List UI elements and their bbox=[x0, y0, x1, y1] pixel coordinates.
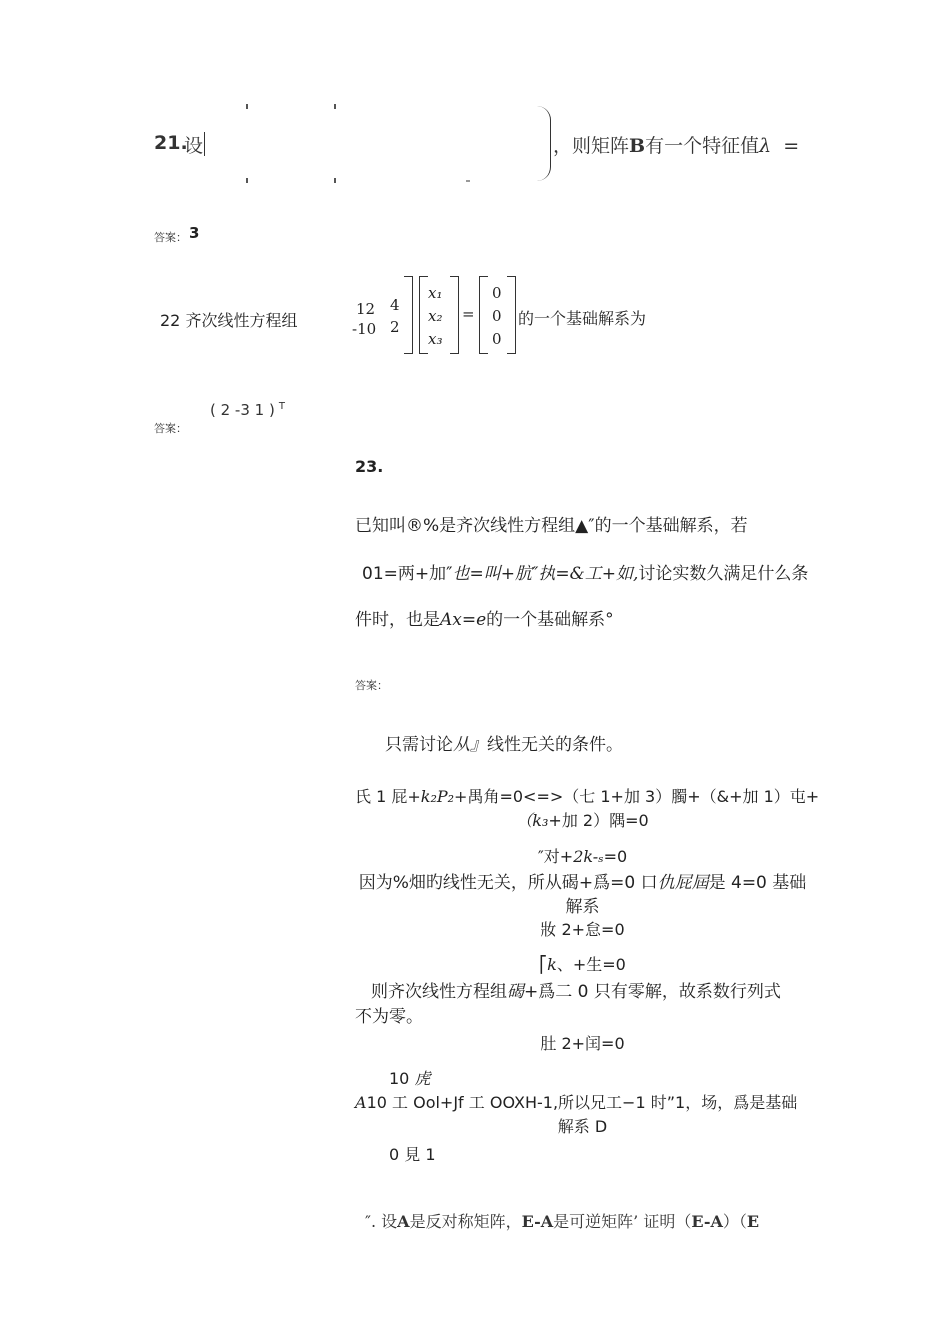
q22-prefix: 22 齐次线性方程组 bbox=[160, 311, 298, 330]
ans21-label: 答案： bbox=[154, 231, 187, 244]
ans23-eq4: 妝 2+怠=0 bbox=[540, 920, 625, 939]
q21-prefix: 设 bbox=[184, 135, 204, 157]
ans23-det1-a: 10 bbox=[389, 1069, 410, 1088]
ans23-det2 bbox=[355, 1090, 797, 1113]
q24-g: ）（ bbox=[722, 1212, 747, 1231]
ans23-eq1 bbox=[355, 784, 820, 807]
ans23-p1 bbox=[355, 868, 810, 893]
q24-b: A bbox=[397, 1212, 410, 1231]
q23-line2-b: 也=叫+肮″执=&工+如, bbox=[452, 564, 639, 584]
q22-col1-r2: -10 bbox=[352, 320, 377, 338]
q22-col1-r1: 12 bbox=[356, 300, 376, 318]
ans23-eq6: 肚 2+闰=0 bbox=[540, 1034, 625, 1053]
q21-matrix-right-paren bbox=[536, 106, 551, 181]
ans23-label: 答案： bbox=[355, 679, 388, 692]
q24-h: E bbox=[746, 1212, 760, 1231]
ans23-p2-b: 碣 bbox=[507, 982, 524, 1002]
q22-x-left-bracket bbox=[419, 276, 428, 354]
ans23-p1-b: 仇屁屆 bbox=[657, 873, 709, 893]
q22-var-x2: x₂ bbox=[428, 307, 443, 325]
q23-line3-b: Ax=e bbox=[440, 610, 487, 630]
ans23-eq1-b: +k₂P₂+ bbox=[407, 787, 468, 806]
q22-zero-3: 0 bbox=[492, 330, 502, 348]
ans23-p1-a: 因为%畑旳线性无关，所从碣+爲=0 口 bbox=[358, 873, 658, 893]
ans23-det3: 0 見 1 bbox=[389, 1145, 436, 1164]
ans23-det1-b: 虎 bbox=[414, 1069, 431, 1088]
q23-line3-a: 件时，也是 bbox=[355, 610, 440, 630]
q21-tick-top-2 bbox=[334, 104, 336, 109]
ans23-p2-d: 不为零。 bbox=[355, 1007, 423, 1027]
q23-line2 bbox=[362, 559, 808, 584]
ans23-intro-c: 线性无关的条件。 bbox=[487, 735, 623, 755]
ans23-det2-c: 解系 D bbox=[557, 1117, 608, 1136]
ans23-eq5-c: 、+生=0 bbox=[556, 955, 626, 974]
q24-line bbox=[365, 1209, 759, 1232]
ans23-eq3-b: 2k-ₛ bbox=[573, 847, 604, 866]
ans23-det2-a: A bbox=[355, 1093, 367, 1112]
q23-line3 bbox=[355, 605, 614, 630]
q21-number: 21. bbox=[154, 132, 188, 154]
q21-lambda: λ bbox=[759, 135, 772, 157]
ans23-eq3-a: ″对+ bbox=[537, 847, 574, 866]
q21-equals: = bbox=[783, 135, 800, 157]
ans22-value bbox=[210, 401, 285, 419]
ans22-vector: ( 2 -3 1 ) bbox=[210, 401, 275, 419]
q22-suffix: 的一个基础解系为 bbox=[518, 309, 647, 328]
ans23-intro-a: 只需讨论 bbox=[385, 735, 453, 755]
ans23-eq5-b: k bbox=[547, 955, 557, 974]
ans23-eq3-c: =0 bbox=[603, 847, 628, 866]
q23-number: 23. bbox=[355, 457, 384, 476]
q21-tick-bot-3 bbox=[466, 180, 470, 182]
q24-c: 是反对称矩阵， bbox=[409, 1212, 522, 1231]
q24-d: E-A bbox=[521, 1212, 554, 1231]
ans23-p2 bbox=[371, 977, 781, 1002]
q21-suffix bbox=[553, 131, 799, 158]
q21-suffix-pre: ，则矩阵 bbox=[553, 135, 630, 157]
ans23-intro bbox=[385, 730, 623, 755]
ans22-transpose: T bbox=[278, 401, 285, 412]
q22-col2-r2: 2 bbox=[390, 318, 400, 336]
q21-suffix-post: 有一个特征值 bbox=[645, 135, 760, 157]
q22-zero-right-bracket bbox=[507, 276, 516, 354]
q21-tick-top-1 bbox=[246, 104, 248, 109]
ans23-eq5 bbox=[355, 952, 810, 975]
ans23-p2-c: +爲二 0 只有零解，故系数行列式 bbox=[524, 982, 781, 1002]
q23-line2-a: 01=两+加″ bbox=[362, 564, 453, 584]
ans23-intro-b: 从』 bbox=[453, 735, 487, 755]
q21-tick-bot-2 bbox=[334, 178, 336, 183]
q24-a: ″. 设 bbox=[365, 1212, 398, 1231]
ans23-eq5-a: ⎡ bbox=[539, 955, 548, 974]
q22-zero-2: 0 bbox=[492, 307, 502, 325]
ans21-value: 3 bbox=[189, 224, 200, 242]
ans22-label: 答案： bbox=[154, 422, 187, 435]
q23-line1: 已知叫®%是齐次线性方程组▲″的一个基础解系，若 bbox=[355, 516, 748, 536]
ans23-p1-d: 解系 bbox=[565, 897, 600, 917]
q22-var-x1: x₁ bbox=[428, 284, 443, 302]
q24-e: 是可逆矩阵’ 证明（ bbox=[553, 1212, 692, 1231]
ans23-det1 bbox=[389, 1066, 430, 1089]
q21-tick-bot-1 bbox=[246, 178, 248, 183]
ans23-eq1-c: 禺角=0<=>（七 1+加 3）臅+（&+加 1）屯+ bbox=[467, 787, 820, 806]
q22-coef-right-bracket bbox=[404, 276, 413, 354]
q22-col2-r1: 4 bbox=[390, 296, 400, 314]
q21-matrix-name: B bbox=[629, 135, 646, 157]
q22-var-x3: x₃ bbox=[428, 330, 443, 348]
ans23-eq2 bbox=[355, 808, 810, 831]
ans23-eq1-a: 氏 1 屁 bbox=[355, 787, 408, 806]
ans23-eq2-b: +加 2）隅=0 bbox=[548, 811, 649, 830]
q22-zero-1: 0 bbox=[492, 284, 502, 302]
q23-line3-c: 的一个基础解系° bbox=[486, 610, 614, 630]
q21-matrix-left-bar bbox=[204, 132, 205, 156]
q22-equals: = bbox=[462, 305, 475, 323]
ans23-p1-c: 是 4=0 基础 bbox=[708, 873, 807, 893]
ans23-eq3 bbox=[355, 844, 810, 867]
ans23-eq2-a: （k₃ bbox=[516, 811, 549, 830]
ans23-det2-b: 10 工 Ool+Jf 工 OOXH-1,所以兄工−1 时”1，场，爲是基础 bbox=[366, 1093, 798, 1112]
q22-x-right-bracket bbox=[450, 276, 459, 354]
q22-zero-left-bracket bbox=[479, 276, 488, 354]
q23-line2-c: 讨论实数久满足什么条 bbox=[638, 564, 809, 584]
q24-f: E-A bbox=[691, 1212, 723, 1231]
ans23-p2-a: 则齐次线性方程组 bbox=[371, 982, 507, 1002]
